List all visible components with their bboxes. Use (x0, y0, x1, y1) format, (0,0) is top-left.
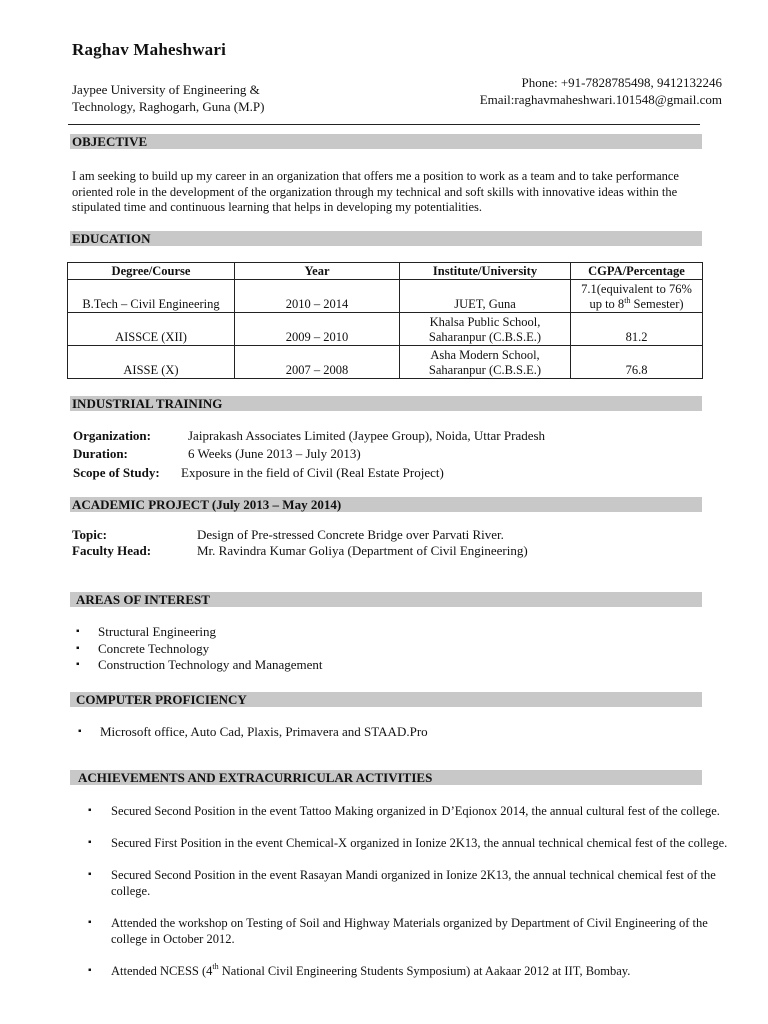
cell-degree: B.Tech – Civil Engineering (68, 280, 235, 313)
topic-label: Topic: (72, 527, 107, 542)
faculty-head-value: Mr. Ravindra Kumar Goliya (Department of Civil Engineering) (197, 543, 528, 558)
list-item (86, 963, 746, 979)
scope-label: Scope of Study: (73, 465, 160, 480)
univ-line-1: Jaypee University of Engineering & (72, 82, 260, 97)
achievements-list (86, 803, 746, 995)
score-text: 7.1(equivalent to 76% up to 8 (581, 282, 692, 311)
list-item: ▪ Secured Second Position in the event Tattoo Making organized in D’Eqionox 2014, the annual cultural fest of the college. (86, 803, 746, 819)
cell-institute: JUET, Guna (400, 280, 571, 313)
list-item: ▪ Attended the workshop on Testing of Soil and Highway Materials organized by Department of Civil Engineering of the college in October 2012. (86, 915, 746, 947)
duration-label: Duration: (73, 446, 128, 461)
list-item-text-tail: National Civil Engineering Students Symposium) at Aakaar 2012 at IIT, Bombay. (218, 964, 631, 978)
column-header: Year (235, 263, 400, 280)
cell-year: 2007 – 2008 (235, 346, 400, 379)
cell-degree: AISSCE (XII) (68, 313, 235, 346)
column-header: Institute/University (400, 263, 571, 280)
topic-value: Design of Pre-stressed Concrete Bridge over Parvati River. (197, 527, 504, 542)
list-item: ▪ Structural Engineering (72, 624, 323, 641)
section-heading-interest: AREAS OF INTEREST (70, 592, 702, 607)
interest-list (72, 624, 323, 674)
cell-score: 76.8 (571, 346, 703, 379)
duration-value: 6 Weeks (June 2013 – July 2013) (188, 446, 361, 461)
table-row (68, 280, 703, 313)
cell-year: 2009 – 2010 (235, 313, 400, 346)
email: Email:raghavmaheshwari.101548@gmail.com (479, 92, 722, 107)
cell-institute: Khalsa Public School, Saharanpur (C.B.S.E.) (400, 313, 571, 346)
section-heading-training: INDUSTRIAL TRAINING (70, 396, 702, 411)
header-divider (68, 124, 700, 125)
section-heading-project: ACADEMIC PROJECT (July 2013 – May 2014) (70, 497, 702, 512)
section-heading-objective: OBJECTIVE (70, 134, 702, 149)
list-item: ▪ Secured Second Position in the event Rasayan Mandi organized in Ionize 2K13, the annual technical chemical fest of the college. (86, 867, 746, 899)
org-value: Jaiprakash Associates Limited (Jaypee Group), Noida, Uttar Pradesh (188, 428, 546, 443)
objective-text: I am seeking to build up my career in an organization that offers me a position to work as a team and to take performance oriented role in the development of the organization through my technical and soft skills with innovative ideas within the stipulated time and continuous learning that helps in developing my potentialities. (72, 169, 679, 214)
candidate-name: Raghav Maheshwari (72, 40, 227, 59)
org-label: Organization: (73, 428, 151, 443)
table-header-row (68, 263, 703, 280)
column-header: Degree/Course (68, 263, 235, 280)
univ-line-2: Technology, Raghogarh, Guna (M.P) (72, 99, 265, 114)
list-item-superscript: th (212, 962, 219, 971)
cell-degree: AISSE (X) (68, 346, 235, 379)
scope-value: Exposure in the field of Civil (Real Estate Project) (181, 465, 444, 480)
score-superscript: th (624, 296, 631, 305)
cell-score: 81.2 (571, 313, 703, 346)
section-heading-achievements: ACHIEVEMENTS AND EXTRACURRICULAR ACTIVITIES (70, 770, 702, 785)
list-item: ▪ Microsoft office, Auto Cad, Plaxis, Primavera and STAAD.Pro (74, 724, 428, 741)
university-address (72, 81, 265, 115)
computer-list (74, 724, 428, 741)
table-row (68, 313, 703, 346)
cell-score (571, 280, 703, 313)
list-item: ▪ Concrete Technology (72, 641, 323, 658)
phone: Phone: +91-7828785498, 9412132246 (521, 75, 722, 90)
contact-info (480, 74, 722, 108)
column-header: CGPA/Percentage (571, 263, 703, 280)
education-table (67, 262, 703, 379)
section-heading-computer: COMPUTER PROFICIENCY (70, 692, 702, 707)
score-text-tail: Semester) (630, 297, 684, 311)
list-item: ▪ Construction Technology and Management (72, 657, 323, 674)
table-row (68, 346, 703, 379)
section-heading-education: EDUCATION (70, 231, 702, 246)
cell-year: 2010 – 2014 (235, 280, 400, 313)
faculty-head-label: Faculty Head: (72, 543, 152, 558)
list-item-text: Attended NCESS (4 (111, 964, 213, 978)
list-item: ▪ Secured First Position in the event Chemical-X organized in Ionize 2K13, the annual technical chemical fest of the college. (86, 835, 746, 851)
cell-institute: Asha Modern School, Saharanpur (C.B.S.E.) (400, 346, 571, 379)
